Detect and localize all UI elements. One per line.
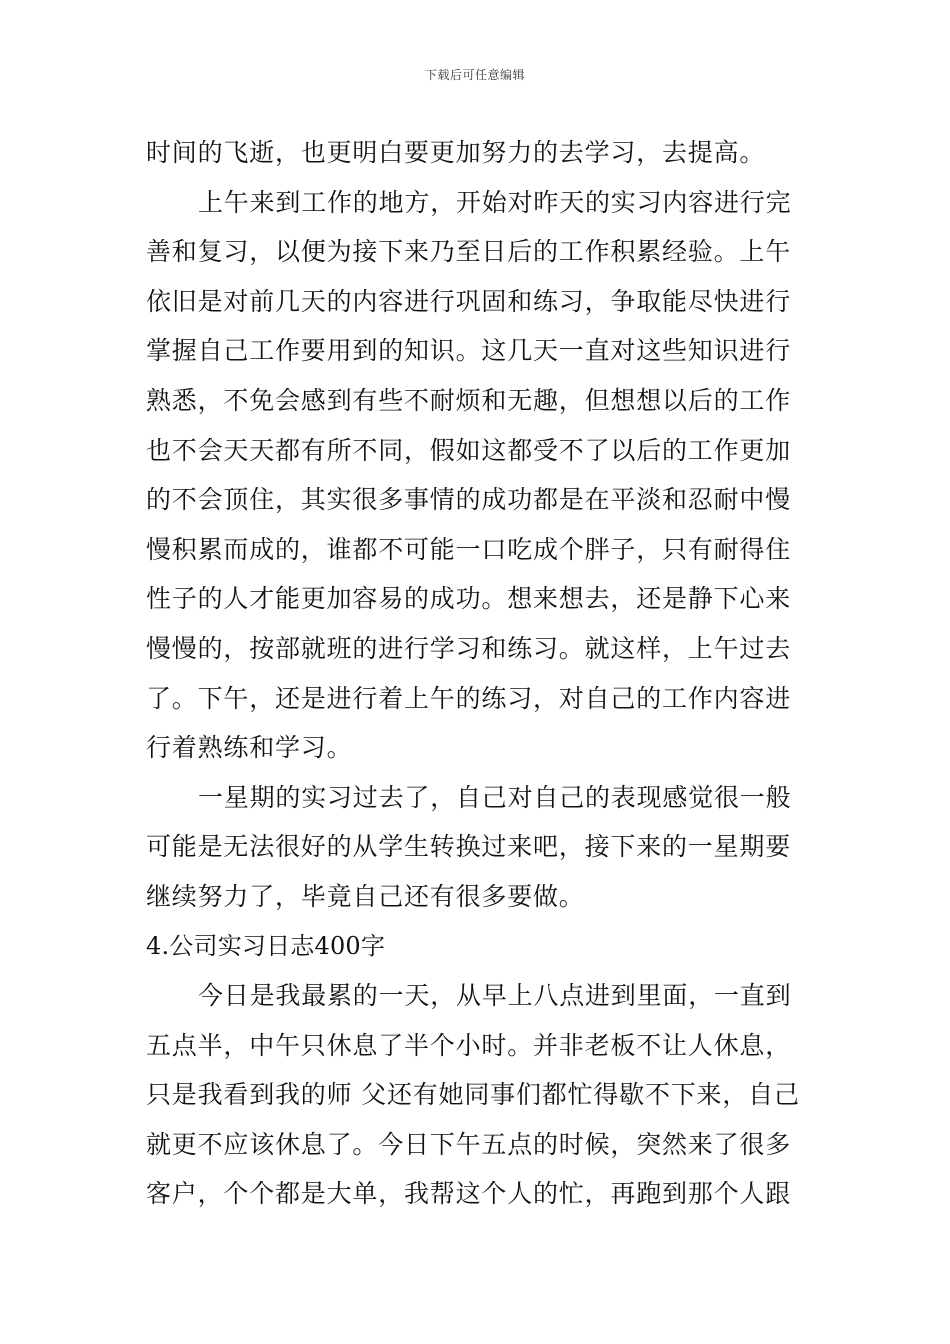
text-line: 掌握自己工作要用到的知识。这几天一直对这些知识进行: [146, 336, 792, 366]
text-line: 善和复习，以便为接下来乃至日后的工作积累经验。上午: [146, 237, 792, 267]
text-line: 一星期的实习过去了，自己对自己的表现感觉很一般: [198, 782, 792, 812]
text-line: 行着熟练和学习。: [146, 733, 353, 763]
text-line: 时间的飞逝，也更明白要更加努力的去学习，去提高。: [146, 138, 766, 167]
text-line: 继续努力了，毕竟自己还有很多要做。: [146, 881, 585, 911]
text-line: 慢积累而成的，谁都不可能一口吃成个胖子，只有耐得住: [146, 534, 792, 564]
text-line: 了。下午，还是进行着上午的练习，对自己的工作内容进: [146, 683, 792, 713]
text-line: 慢慢的，按部就班的进行学习和练习。就这样，上午过去: [146, 633, 792, 663]
text-line: 五点半，中午只休息了半个小时。并非老板不让人休息，: [146, 1030, 792, 1060]
text-line: 只是我看到我的师 父还有她同事们都忙得歇不下来，自己: [146, 1080, 800, 1110]
text-line: 可能是无法很好的从学生转换过来吧，接下来的一星期要: [146, 832, 792, 862]
section-heading: 4.公司实习日志400字: [146, 931, 386, 960]
text-line: 上午来到工作的地方，开始对昨天的实习内容进行完: [198, 187, 792, 217]
text-line: 性子的人才能更加容易的成功。想来想去，还是静下心来: [146, 584, 792, 614]
text-line: 依旧是对前几天的内容进行巩固和练习，争取能尽快进行: [146, 286, 792, 316]
text-line: 也不会天天都有所不同，假如这都受不了以后的工作更加: [146, 435, 792, 465]
text-line: 的不会顶住，其实很多事情的成功都是在平淡和忍耐中慢: [146, 485, 792, 515]
document-body: [146, 128, 808, 1219]
text-line: 熟悉，不免会感到有些不耐烦和无趣，但想想以后的工作: [146, 385, 792, 415]
text-line: 就更不应该休息了。今日下午五点的时候，突然来了很多: [146, 1129, 792, 1159]
text-line: 客户，个个都是大单，我帮这个人的忙，再跑到那个人跟: [146, 1179, 792, 1209]
text-line: 今日是我最累的一天，从早上八点进到里面，一直到: [198, 981, 792, 1011]
page-header: 下载后可任意编辑: [424, 68, 525, 82]
